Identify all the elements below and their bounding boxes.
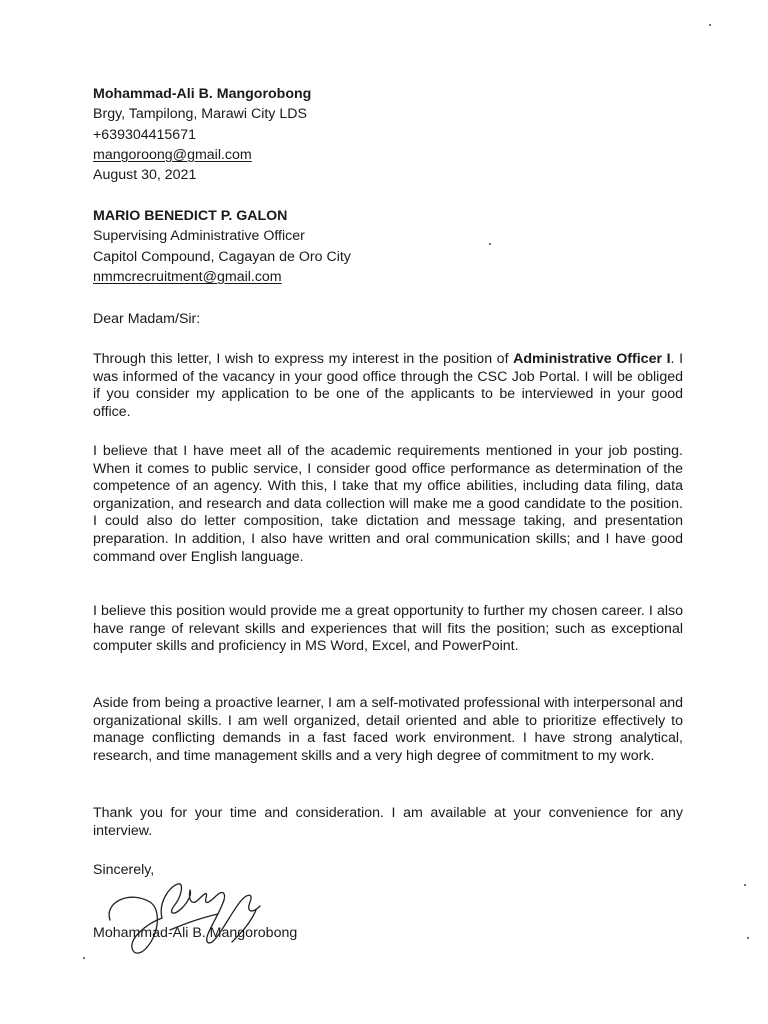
salutation: Dear Madam/Sir: <box>93 311 201 327</box>
sender-email-link[interactable]: mangoroong@gmail.com <box>93 146 252 163</box>
sender-name: Mohammad-Ali B. Mangorobong <box>93 86 312 102</box>
recipient-block <box>93 206 683 287</box>
handwritten-signature <box>104 872 272 960</box>
scan-speck <box>489 243 491 245</box>
sender-block <box>93 84 683 185</box>
recipient-email-link[interactable]: nmmcrecruitment@gmail.com <box>93 268 282 285</box>
sender-address: Brgy, Tampilong, Marawi City LDS <box>93 106 307 123</box>
p1-rest-text: . I was informed of the vacancy in your good office through the CSC Job Portal. I will be obliged if you consider my application to be one of the applicants to be interviewed in your good office. <box>93 351 684 420</box>
scan-speck <box>744 884 746 886</box>
position-title: Administrative Officer I <box>513 351 671 367</box>
sender-phone: +639304415671 <box>93 126 196 143</box>
body-paragraph-3: I believe this position would provide me a great opportunity to further my chosen career. I also have range of relevant skills and experiences that will fits the position; such as exceptional computer skills and proficiency in MS Word, Excel, and PowerPoint. <box>93 603 683 655</box>
recipient-name: MARIO BENEDICT P. GALON <box>93 208 288 224</box>
scan-speck <box>709 24 711 26</box>
recipient-title: Supervising Administrative Officer <box>93 228 305 245</box>
body-paragraph-1 <box>93 351 683 421</box>
signer-name: Mohammad-Ali B. Mangorobong <box>93 925 298 941</box>
letter-date: August 30, 2021 <box>93 167 197 184</box>
scan-speck <box>747 937 749 939</box>
recipient-address: Capitol Compound, Cagayan de Oro City <box>93 248 351 265</box>
body-paragraph-5: Thank you for your time and consideration. I am available at your convenience for any interview. <box>93 805 683 839</box>
closing: Sincerely, <box>93 862 155 878</box>
body-paragraph-4: Aside from being a proactive learner, I am a self-motivated professional with interpersonal and organizational skills. I am well organized, detail oriented and able to prioritize effectively to manage conflicting demands in a fast faced work environment. I have strong analytical, research, and time management skills and a very high degree of commitment to my work. <box>93 695 683 764</box>
p1-intro-text: Through this letter, I wish to express my interest in the position of <box>93 351 514 367</box>
scan-speck <box>83 957 85 959</box>
body-paragraph-2: I believe that I have meet all of the academic requirements mentioned in your job posting. When it comes to public service, I consider good office performance as determination of the competence of an agency. With this, I take that my office abilities, including data filing, data organization, and research and data collection will make me a good candidate to the position. I could also do letter composition, take dictation and message taking, and presentation preparation. In addition, I also have written and oral communication skills; and I have good command over English language. <box>93 443 683 565</box>
